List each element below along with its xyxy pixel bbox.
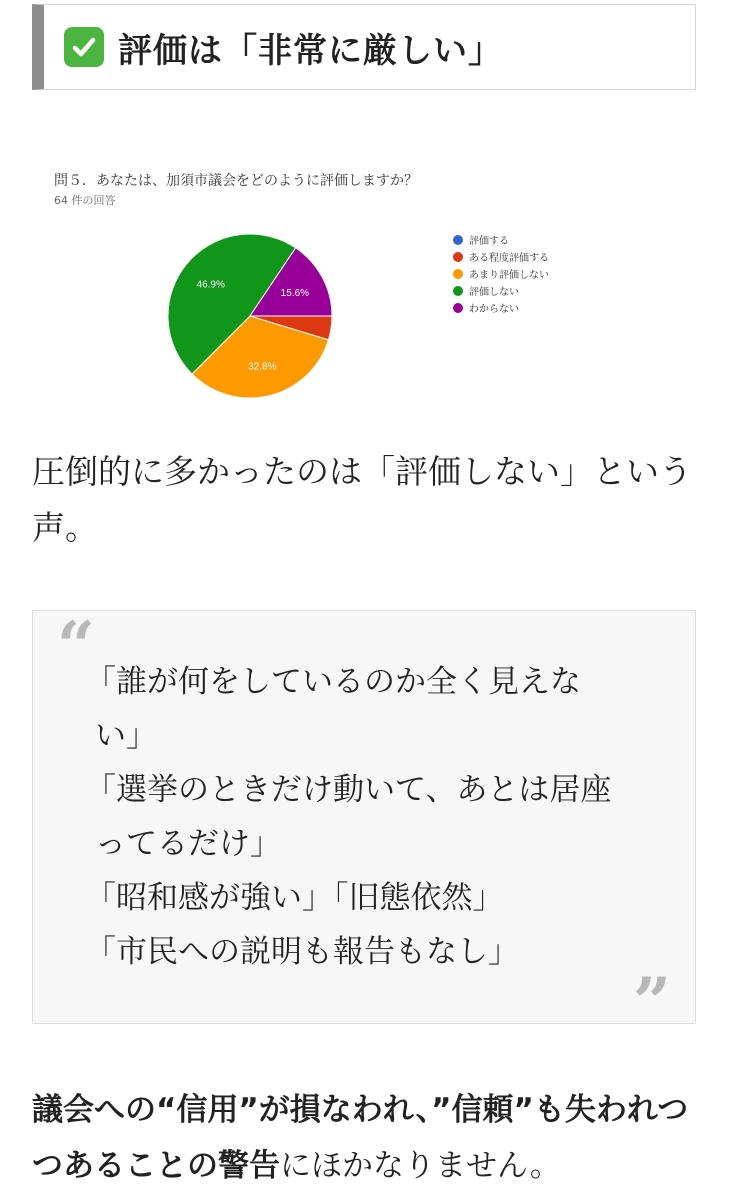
legend-label: ある程度評価する <box>469 253 549 264</box>
legend-label: 評価する <box>469 236 509 247</box>
section-heading <box>32 4 696 90</box>
legend-label: わからない <box>469 304 519 315</box>
legend-marker <box>453 269 463 279</box>
blockquote <box>32 607 696 1041</box>
quote-lines <box>85 655 645 979</box>
quote-line: い」 <box>95 718 157 754</box>
chart-title: 問５．あなたは、加須市議会をどのように評価しますか？ <box>54 173 418 189</box>
survey-pie-chart <box>40 160 680 410</box>
open-quote-icon: “ <box>57 607 95 685</box>
pie-slice-label: 32.8% <box>248 361 277 373</box>
check-mark-icon <box>64 27 104 67</box>
conclusion-paragraph <box>32 1082 702 1194</box>
legend-marker <box>453 252 463 262</box>
quote-line: ってるだけ」 <box>95 826 281 862</box>
legend-label: あまり評価しない <box>469 270 549 281</box>
body-paragraph: 圧倒的に多かったのは「評価しない」という声。 <box>32 452 692 547</box>
quote-line: 「昭和感が強い」「旧態依然」 <box>85 880 504 916</box>
quote-line: 「選挙のときだけ動いて、あとは居座 <box>85 772 612 808</box>
quote-line: 「誰が何をしているのか全く見えな <box>85 664 581 700</box>
pie-slice-label: 46.9% <box>196 279 225 291</box>
quote-line: 「市民への説明も報告もなし」 <box>85 934 519 970</box>
close-quote-icon: ” <box>633 963 671 1041</box>
conclusion-bold-text: 議会への“信用”が損なわれ、”信頼”も失われつつあることの警告 <box>32 1092 689 1184</box>
conclusion-normal-text: にほかなりません。 <box>280 1148 561 1184</box>
heading-text: 評価は「非常に厳しい」 <box>118 30 503 71</box>
legend-label: 評価しない <box>469 287 519 298</box>
chart-response-count: 64 件の回答 <box>54 194 116 207</box>
legend-marker <box>453 303 463 313</box>
legend-marker <box>453 235 463 245</box>
pie-slice-label: 15.6% <box>280 288 310 300</box>
legend-marker <box>453 286 463 296</box>
pie-chart-svg <box>40 160 680 410</box>
